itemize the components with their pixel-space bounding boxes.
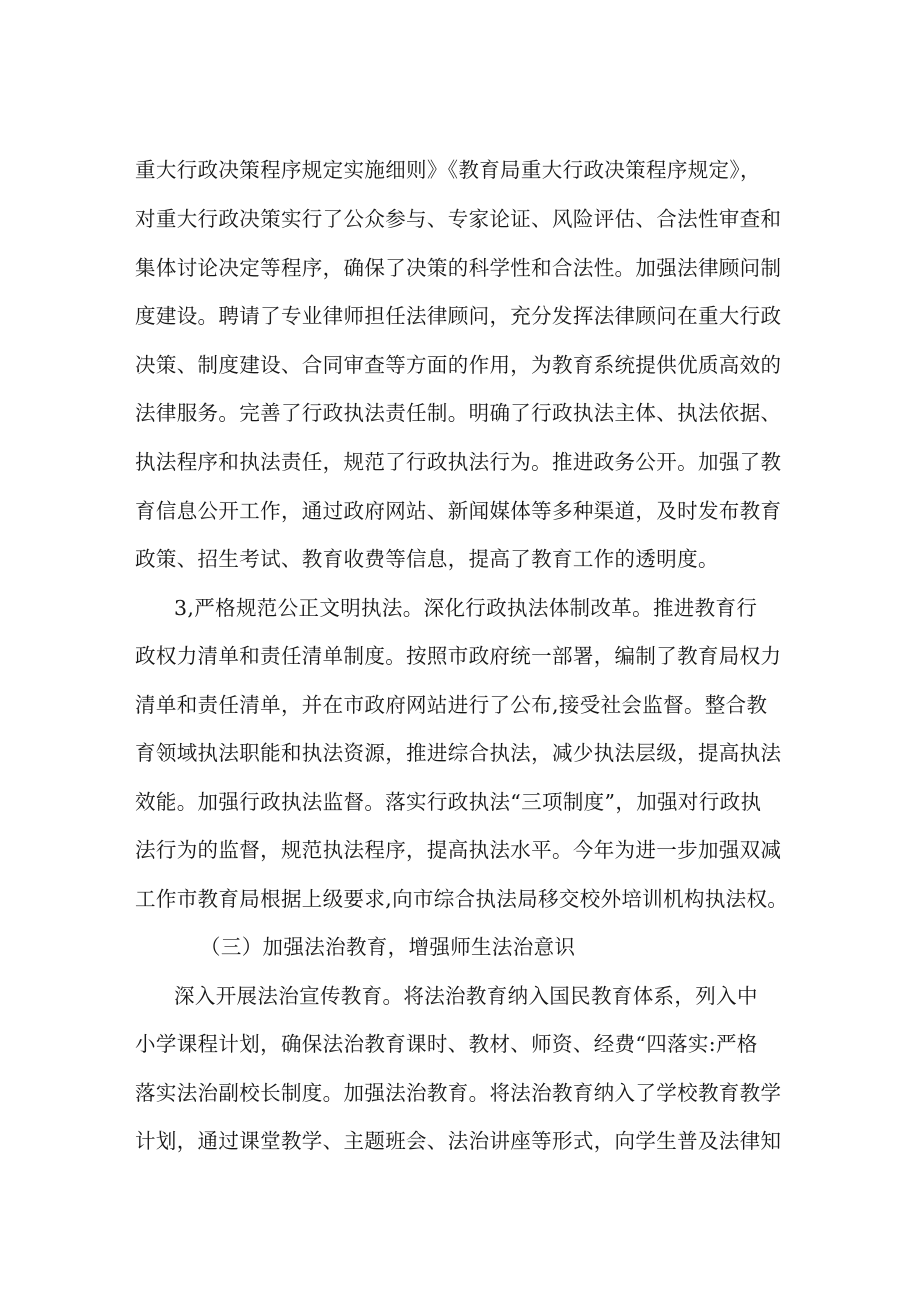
- text-line: 执法程序和执法责任，规范了行政执法行为。推进政务公开。加强了教: [135, 450, 782, 474]
- text-line: 政权力清单和责任清单制度。按照市政府统一部署，编制了教育局权力: [135, 644, 782, 668]
- text-line: 法行为的监督，规范执法程序，提高执法水平。今年为进一步加强双减: [135, 838, 782, 862]
- text-line: 小学课程计划，确保法治教育课时、教材、师资、经费“四落实:严格: [135, 1032, 758, 1056]
- text-line: 法律服务。完善了行政执法责任制。明确了行政执法主体、执法依据、: [135, 401, 782, 425]
- text-line: 效能。加强行政执法监督。落实行政执法“三项制度”，加强对行政执: [135, 790, 762, 814]
- text-line: 育领域执法职能和执法资源，推进综合执法，减少执法层级，提高执法: [135, 741, 782, 765]
- text-line: 计划，通过课堂教学、主题班会、法治讲座等形式，向学生普及法律知: [135, 1129, 782, 1153]
- text-line: 落实法治副校长制度。加强法治教育。将法治教育纳入了学校教育教学: [135, 1081, 782, 1105]
- text-line: 工作市教育局根据上级要求,向市综合执法局移交校外培训机构执法权。: [135, 887, 789, 911]
- text-line: 重大行政决策程序规定实施细则》《教育局重大行政决策程序规定》，: [135, 158, 761, 182]
- text-line: 政策、招生考试、教育收费等信息，提高了教育工作的透明度。: [135, 547, 719, 571]
- text-line: 度建设。聘请了专业律师担任法律顾问，充分发挥法律顾问在重大行政: [135, 304, 782, 328]
- text-line: 集体讨论决定等程序，确保了决策的科学性和合法性。加强法律顾问制: [135, 256, 782, 280]
- text-line: 清单和责任清单，并在市政府网站进行了公布,接受社会监督。整合教: [135, 693, 768, 717]
- paragraph-start-line: 深入开展法治宣传教育。将法治教育纳入国民教育体系，列入中: [174, 984, 758, 1008]
- paragraph-start-line: 3,严格规范公正文明执法。深化行政执法体制改革。推进教育行: [174, 596, 758, 620]
- text-line: 对重大行政决策实行了公众参与、专家论证、风险评估、合法性审查和: [135, 207, 782, 231]
- text-line: 决策、制度建设、合同审查等方面的作用，为教育系统提供优质高效的: [135, 353, 782, 377]
- section-heading: （三）加强法治教育，增强师生法治意识: [200, 935, 576, 959]
- text-line: 育信息公开工作，通过政府网站、新闻媒体等多种渠道，及时发布教育: [135, 499, 782, 523]
